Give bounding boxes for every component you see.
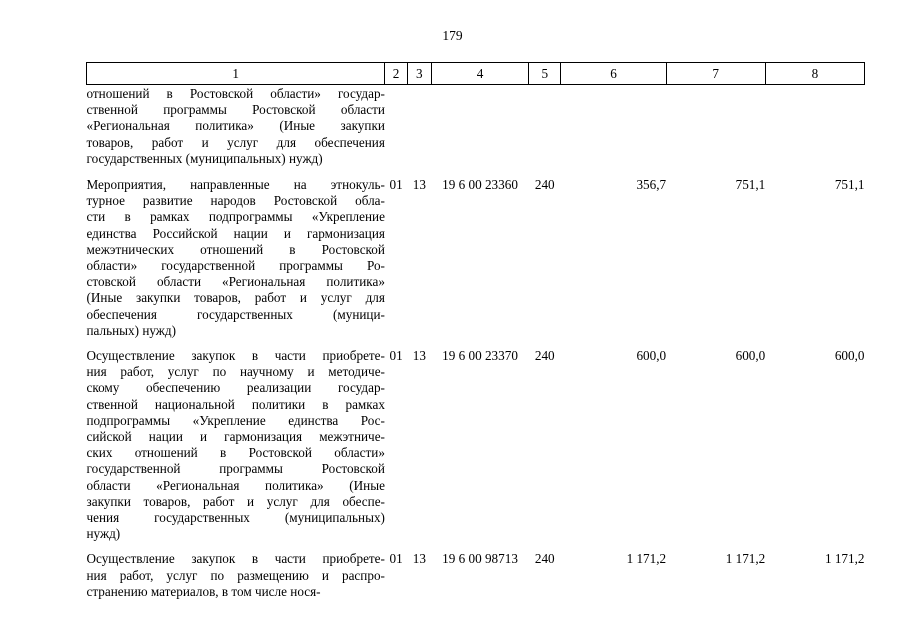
table-row — [87, 547, 865, 605]
column-header: 7 — [666, 63, 765, 85]
description-line: (Иные закупки товаров, работ и услуг для — [86, 290, 385, 306]
row-description — [87, 547, 385, 605]
amount-year-1: 356,7 — [636, 177, 667, 193]
section-code: 01 — [389, 551, 403, 567]
budget-table — [86, 62, 865, 605]
description-line: отношений в Ростовской области» государ- — [86, 86, 385, 101]
column-header: 3 — [407, 63, 431, 85]
description-line: Осуществление закупок в части приобрете- — [86, 348, 385, 364]
description-line: стовской области «Региональная политика» — [86, 274, 385, 290]
description-line: турное развитие народов Ростовской обла- — [86, 193, 385, 209]
column-header: 5 — [529, 63, 561, 85]
page-number: 179 — [442, 28, 463, 43]
description-line: государственной программы Ростовской — [86, 461, 385, 477]
amount-year-1: 1 171,2 — [626, 551, 667, 567]
description-line: закупки товаров, работ и услуг для обеспе- — [86, 493, 385, 509]
description-line: странению материалов, в том числе нося- — [86, 583, 321, 599]
expense-type-code: 240 — [534, 348, 555, 364]
description-line: сийской нации и гармонизация межэтниче- — [86, 429, 385, 445]
section-code: 01 — [389, 348, 403, 364]
subsection-code: 13 — [412, 551, 426, 567]
amount-year-2: 600,0 — [735, 348, 766, 364]
amount-year-3: 600,0 — [834, 348, 865, 364]
description-line: ских отношений в Ростовской области» — [86, 445, 385, 461]
description-line: государственных (муниципальных) нужд) — [86, 150, 323, 166]
target-article-code: 19 6 00 98713 — [442, 551, 518, 567]
description-line: «Региональная политика» (Иные закупки — [86, 118, 385, 134]
description-line: ния работ, услуг по научному и методиче- — [86, 364, 385, 380]
description-line: области «Региональная политика» (Иные — [86, 477, 385, 493]
description-line: обеспечения государственных (муници- — [86, 306, 385, 322]
column-header: 6 — [561, 63, 666, 85]
target-article-code: 19 6 00 23370 — [442, 348, 518, 364]
row-description — [87, 173, 385, 344]
continuation-row — [87, 85, 865, 174]
description-line: межэтнических отношений в Ростовской — [86, 241, 385, 257]
column-header: 1 — [87, 63, 385, 85]
row-description — [87, 85, 385, 174]
target-article-code: 19 6 00 23360 — [442, 177, 518, 193]
header-row — [87, 63, 865, 85]
column-header: 4 — [431, 63, 528, 85]
column-header: 8 — [765, 63, 864, 85]
description-line: Мероприятия, направленные на этнокуль- — [86, 177, 385, 193]
description-line: подпрограммы «Укрепление единства Рос- — [86, 412, 385, 428]
table-row — [87, 344, 865, 547]
subsection-code: 13 — [412, 177, 426, 193]
amount-year-2: 1 171,2 — [725, 551, 766, 567]
amount-year-3: 1 171,2 — [824, 551, 865, 567]
description-line: ния работ, услуг по размещению и распро- — [86, 567, 385, 583]
description-line: ственной национальной политики в рамках — [86, 396, 385, 412]
description-line: чения государственных (муниципальных) — [86, 510, 385, 526]
description-line: единства Российской нации и гармонизация — [86, 225, 385, 241]
expense-type-code: 240 — [534, 551, 555, 567]
description-line: пальных) нужд) — [86, 322, 177, 338]
description-line: сти в рамках подпрограммы «Укрепление — [86, 209, 385, 225]
subsection-code: 13 — [412, 348, 426, 364]
amount-year-3: 751,1 — [834, 177, 865, 193]
description-line: Осуществление закупок в части приобрете- — [86, 551, 385, 567]
description-line: товаров, работ и услуг для обеспечения — [86, 134, 385, 150]
description-line: области» государственной программы Ро- — [86, 258, 385, 274]
description-line: нужд) — [86, 526, 121, 542]
amount-year-1: 600,0 — [636, 348, 667, 364]
description-line: скому обеспечению реализации государ- — [86, 380, 385, 396]
column-header: 2 — [385, 63, 407, 85]
expense-type-code: 240 — [534, 177, 555, 193]
table-row — [87, 173, 865, 344]
row-description — [87, 344, 385, 547]
amount-year-2: 751,1 — [735, 177, 766, 193]
description-line: ственной программы Ростовской области — [86, 102, 385, 118]
section-code: 01 — [389, 177, 403, 193]
